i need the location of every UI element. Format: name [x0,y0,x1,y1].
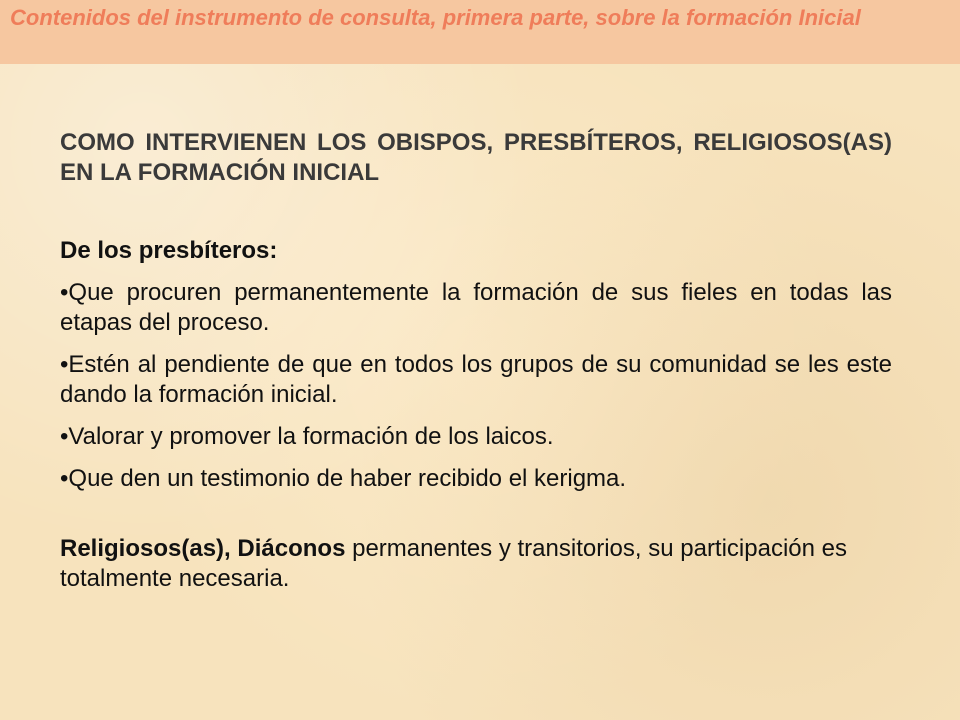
title-band [0,0,960,64]
closing-paragraph [60,534,892,594]
bullet-item: •Que den un testimonio de haber recibido el kerigma. [60,465,627,492]
bullet-list [60,278,892,494]
closing-rest: permanentes y transitorios, su participación es totalmente necesaria. [60,535,847,592]
bullet-item: •Valorar y promover la formación de los laicos. [60,423,554,450]
section-heading: COMO INTERVIENEN LOS OBISPOS, PRESBÍTEROS, RELIGIOSOS(AS) EN LA FORMACIÓN INICIAL [60,129,892,186]
bullet-item: •Estén al pendiente de que en todos los grupos de su comunidad se les este dando la formación inicial. [60,351,892,408]
closing-bold-diaconos: Diáconos [237,535,346,562]
bullet-item: •Que procuren permanentemente la formación de sus fieles en todas las etapas del proceso. [60,279,892,336]
closing-bold-religiosos: Religiosos(as), [60,535,231,562]
slide-title: Contenidos del instrumento de consulta, primera parte, sobre la formación Inicial [10,5,861,30]
presbiteros-subheading: De los presbíteros: [60,237,278,264]
slide-content [60,128,892,594]
